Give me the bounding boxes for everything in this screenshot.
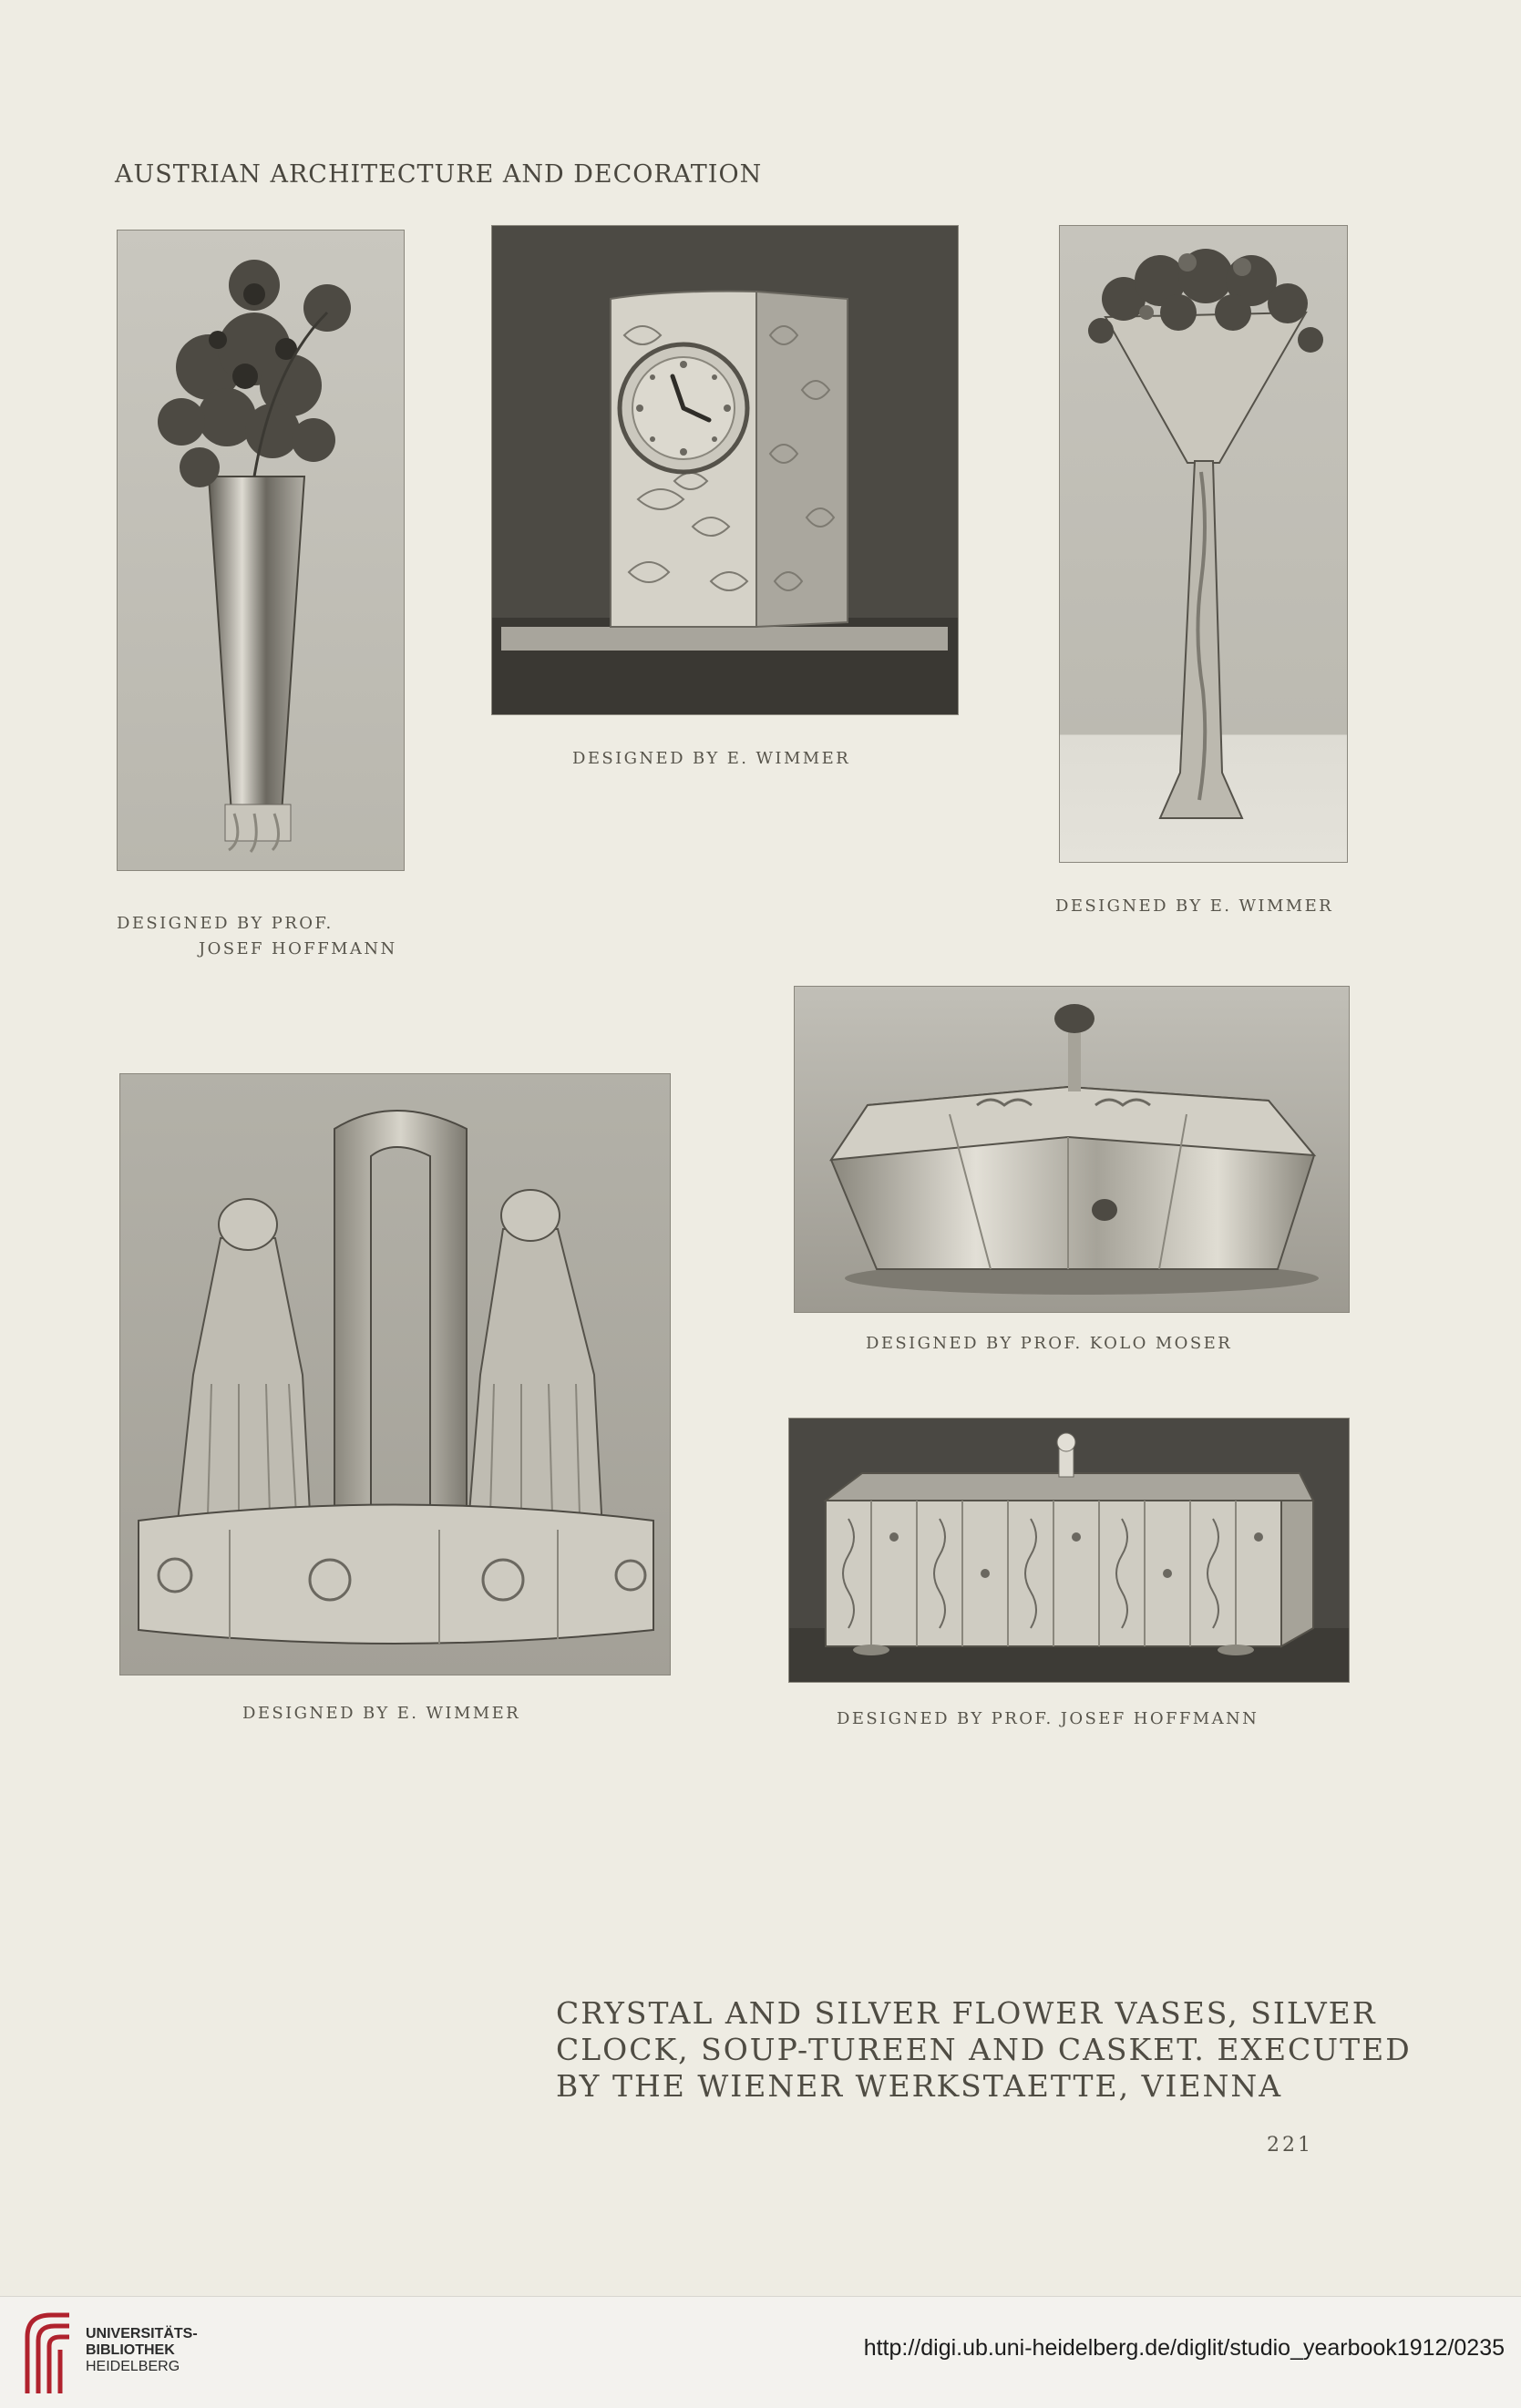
caption-line: DESIGNED BY E. WIMMER: [1055, 897, 1334, 916]
caption-line: DESIGNED BY E. WIMMER: [572, 749, 851, 768]
library-logo-icon: [20, 2310, 77, 2397]
plate-caption-line: CLOCK, SOUP-TUREEN AND CASKET. EXECUTED: [556, 2032, 1412, 2067]
permalink-url[interactable]: http://digi.ub.uni-heidelberg.de/diglit/studio_yearbook1912/0235: [863, 2335, 1505, 2361]
caption-moser-tureen: [866, 1334, 1232, 1353]
plate-caption-line: BY THE WIENER WERKSTAETTE, VIENNA: [556, 2068, 1283, 2104]
photo-wimmer-vase: [1059, 225, 1348, 863]
caption-wimmer-vase: [1055, 897, 1333, 916]
library-name-line: HEIDELBERG: [86, 2359, 180, 2374]
photo-wimmer-cruet: [119, 1073, 671, 1675]
caption-line: DESIGNED BY E. WIMMER: [242, 1704, 521, 1723]
plate-caption-line: CRYSTAL AND SILVER FLOWER VASES, SILVER: [556, 1995, 1377, 2031]
caption-wimmer-cruet: [242, 1704, 520, 1723]
library-footer: [0, 2296, 1521, 2408]
caption-line: JOSEF HOFFMANN: [199, 939, 397, 958]
photo-wimmer-clock: [491, 225, 959, 715]
photo-hoffmann-casket: [788, 1418, 1350, 1683]
photo-hoffmann-vase: [117, 230, 405, 871]
caption-wimmer-clock: [572, 749, 850, 768]
caption-hoffmann-casket: [837, 1709, 1259, 1728]
caption-line: DESIGNED BY PROF. KOLO MOSER: [866, 1334, 1233, 1353]
caption-line: DESIGNED BY PROF.: [117, 914, 334, 933]
library-name: [86, 2326, 198, 2375]
caption-line: DESIGNED BY PROF. JOSEF HOFFMANN: [837, 1709, 1259, 1728]
running-head: AUSTRIAN ARCHITECTURE AND DECORATION: [115, 160, 763, 189]
caption-hoffmann-vase: [117, 911, 397, 962]
library-name-line: BIBLIOTHEK: [86, 2342, 175, 2358]
photo-moser-tureen: [794, 986, 1350, 1313]
library-name-line: UNIVERSITÄTS-: [86, 2326, 198, 2341]
page-number: 221: [1267, 2134, 1313, 2157]
plate-caption: [556, 1995, 1412, 2105]
